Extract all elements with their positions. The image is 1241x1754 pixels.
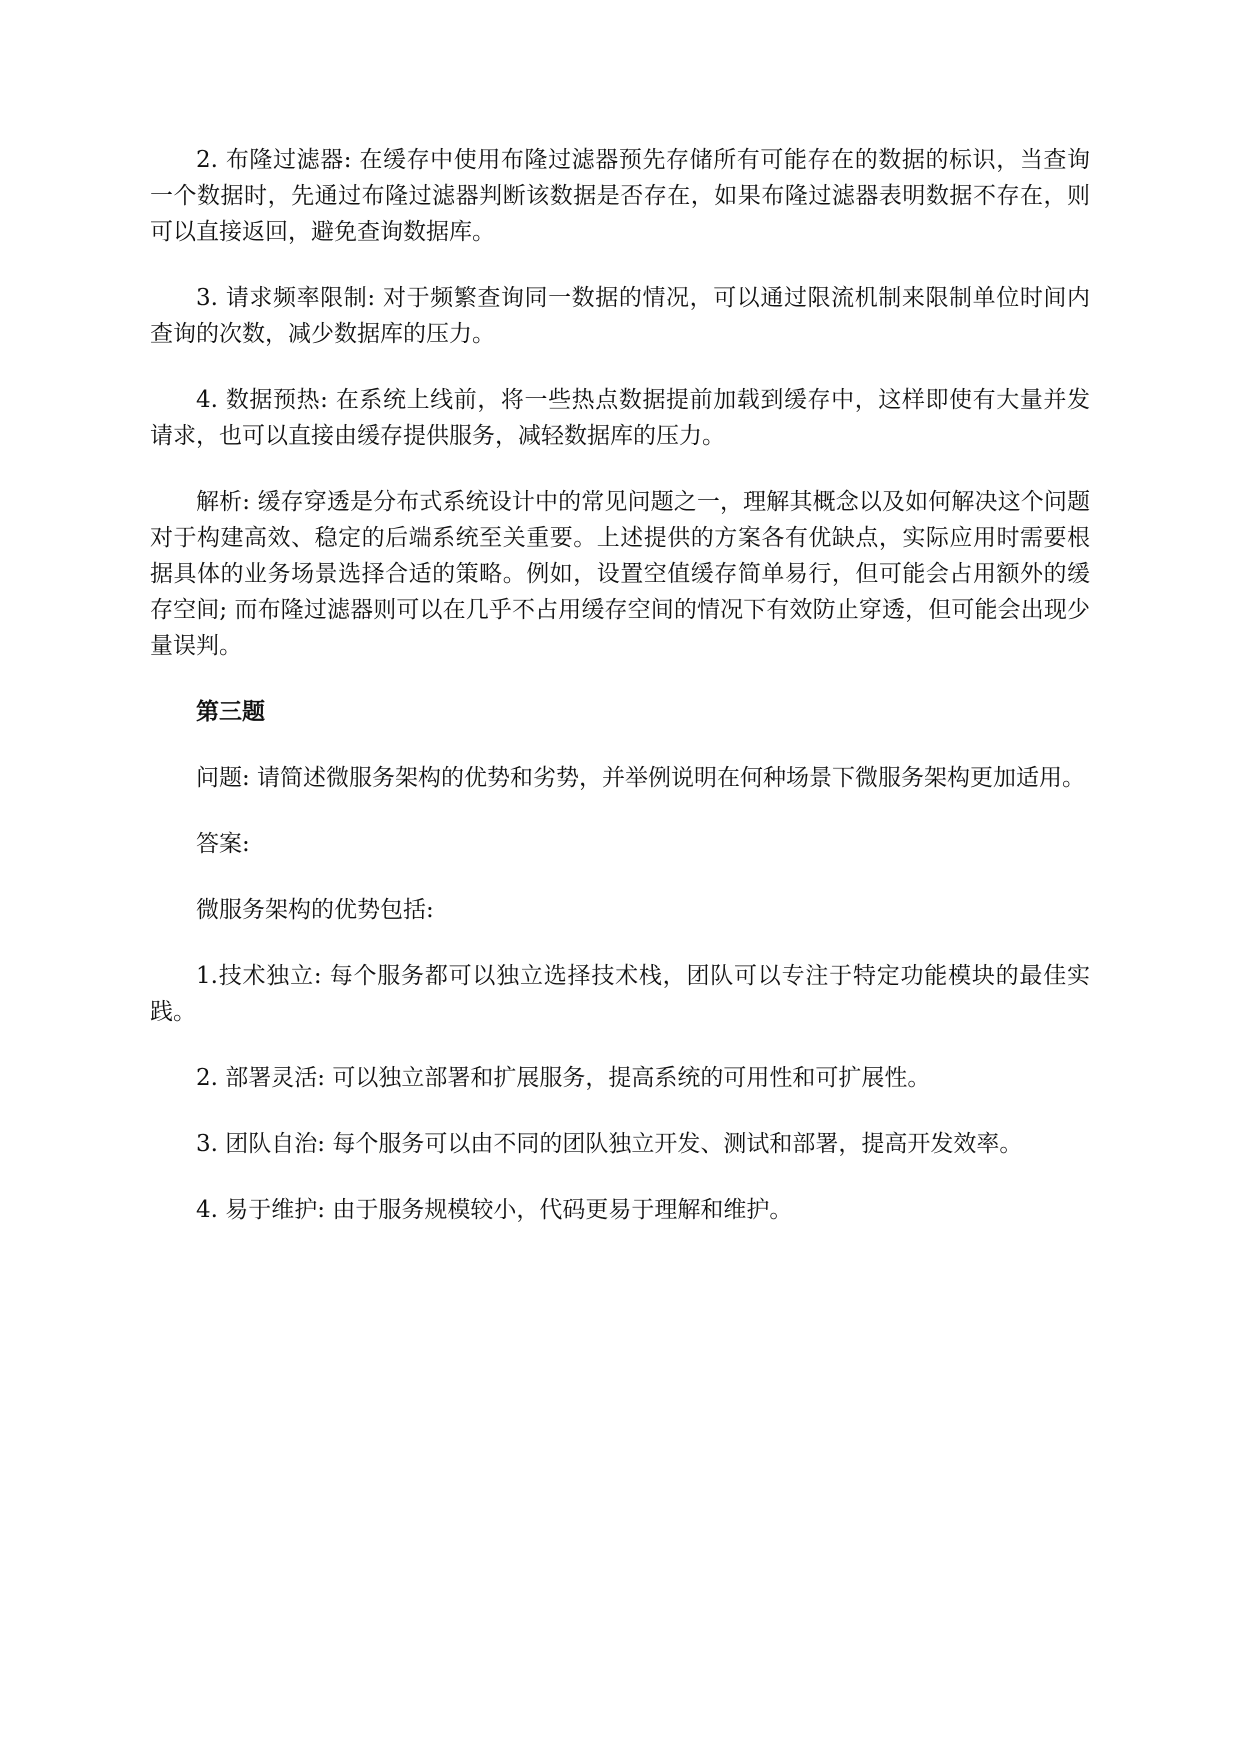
list-item-maintainability: 4. 易于维护: 由于服务规模较小，代码更易于理解和维护。 <box>196 1197 793 1223</box>
paragraph-bloom-filter: 2. 布隆过滤器: 在缓存中使用布隆过滤器预先存储所有可能存在的数据的标识，当查询一个数据时，先通过布隆过滤器判断该数据是否存在，如果布隆过滤器表明数据不存在，则可以直接返回，避免查询数据库。 <box>150 147 1090 245</box>
section-heading: 第三题 <box>196 698 265 725</box>
paragraph-rate-limit: 3. 请求频率限制: 对于频繁查询同一数据的情况，可以通过限流机制来限制单位时间内查询的次数，减少数据库的压力。 <box>150 285 1090 347</box>
paragraph-answer-label: 答案: <box>196 831 250 857</box>
document-content <box>150 142 1090 1258</box>
list-item-team-autonomy: 3. 团队自治: 每个服务可以由不同的团队独立开发、测试和部署，提高开发效率。 <box>196 1131 1023 1157</box>
paragraph-advantages-intro: 微服务架构的优势包括: <box>196 897 434 923</box>
paragraph-question: 问题: 请简述微服务架构的优势和劣势，并举例说明在何种场景下微服务架构更加适用。 <box>196 765 1086 791</box>
paragraph-data-preheat: 4. 数据预热: 在系统上线前，将一些热点数据提前加载到缓存中，这样即使有大量并发请求，也可以直接由缓存提供服务，减轻数据库的压力。 <box>150 387 1090 449</box>
list-item-deployment: 2. 部署灵活: 可以独立部署和扩展服务，提高系统的可用性和可扩展性。 <box>196 1065 931 1091</box>
paragraph-analysis: 解析: 缓存穿透是分布式系统设计中的常见问题之一，理解其概念以及如何解决这个问题对于构建高效、稳定的后端系统至关重要。上述提供的方案各有优缺点，实际应用时需要根据具体的业务场景选择合适的策略。例如，设置空值缓存简单易行，但可能会占用额外的缓存空间; 而布隆过滤器则可以在几乎不占用缓存空间的情况下有效防止穿透，但可能会出现少量误判。 <box>150 489 1090 659</box>
list-item-tech-independence: 1.技术独立: 每个服务都可以独立选择技术栈，团队可以专注于特定功能模块的最佳实践。 <box>150 963 1090 1025</box>
